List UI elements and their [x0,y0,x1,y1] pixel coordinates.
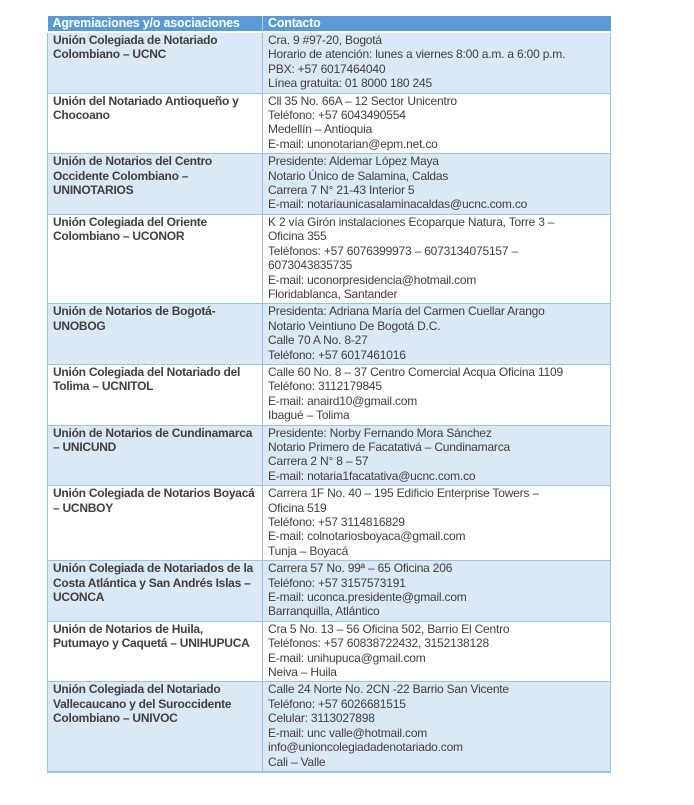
association-name: Unión Colegiada de Notarios Boyacá – UCNBOY [48,486,263,561]
contact-line: Teléfono: +57 3114816829 [268,515,405,529]
association-name: Unión de Notarios del Centro Occidente Colombiano – UNINOTARIOS [48,154,263,215]
contact-info [263,621,611,682]
header-row [48,16,611,32]
contact-line: Calle 24 Norte No. 2CN -22 Barrio San Vicente [268,682,509,697]
table-row [48,561,611,622]
contact-line: Celular: 3113027898 [268,711,375,726]
associations-table-container [47,16,611,773]
association-name: Unión de Notarios de Huila, Putumayo y Caquetá – UNIHUPUCA [48,621,263,682]
contact-line: PBX: +57 6017464040 [268,61,386,76]
contact-info [263,154,611,215]
contact-line: Carrera 57 No. 99ª – 65 Oficina 206 [268,561,453,576]
contact-info [263,32,611,93]
contact-line: Línea gratuita: 01 8000 180 245 [268,76,432,91]
contact-line: Notario Primero de Facatativá – Cundinamarca [268,439,510,454]
association-name: Unión Colegiada de Notariado Colombiano – UCNC [48,32,263,93]
contact-line: E-mail: unihupuca@gmail.com [268,650,426,665]
table-row [48,486,611,561]
table-row [48,682,611,772]
contact-info [263,486,611,561]
contact-line: Cra 5 No. 13 – 56 Oficina 502, Barrio El Centro [268,621,510,636]
table-row [48,93,611,154]
contact-line: E-mail: anaird10@gmail.com [268,393,418,408]
contact-line: Teléfono: +57 6043490554 [268,108,406,123]
contact-line: Teléfono: +57 3157573191 [268,575,406,590]
contact-line: Oficina 519 [268,500,327,515]
contact-line: Teléfonos: +57 60838722432, 3152138128 [268,636,489,651]
contact-line: Cll 35 No. 66A – 12 Sector Unicentro [268,93,457,108]
contact-line: Presidente: Aldemar López Maya [268,154,439,169]
contact-line: Medellín – Antioquia [268,122,373,137]
contact-info [263,214,611,303]
contact-line: E-mail: unonotarian@epm.net.co [268,136,438,151]
table-row [48,425,611,486]
contact-line: Carrera 1F No. 40 – 195 Edificio Enterprise Towers – [268,486,539,501]
contact-line: Cali – Valle [268,754,326,769]
table-row [48,214,611,303]
contact-line: Carrera 7 N° 21-43 Interior 5 [268,183,415,198]
contact-line: Cra. 9 #97-20, Bogotá [268,33,382,47]
association-name: Unión de Notarios de Cundinamarca – UNICUND [48,425,263,486]
table-row [48,154,611,215]
contact-line: E-mail: uconca.presidente@gmail.com [268,590,467,605]
contact-line: Teléfono: +57 6026681515 [268,696,406,711]
contact-line: info@unioncolegiadadenotariado.com [268,740,463,755]
contact-info [263,93,611,154]
contact-line: Barranquilla, Atlántico [268,604,380,619]
table-row [48,621,611,682]
contact-line: Oficina 355 [268,229,327,244]
contact-info [263,304,611,365]
contact-info [263,682,611,772]
associations-table [47,16,611,773]
contact-line: E-mail: unc valle@hotmail.com [268,725,428,740]
contact-line: Presidente: Norby Fernando Mora Sánchez [268,425,492,440]
contact-line: K 2 vía Girón instalaciones Ecoparque Natura, Torre 3 – [268,214,555,229]
contact-line: Presidenta: Adriana María del Carmen Cuellar Arango [268,304,545,319]
association-name: Unión Colegiada del Oriente Colombiano – UCONOR [48,214,263,303]
contact-info [263,561,611,622]
contact-line: Tunja – Boyacá [268,543,349,558]
contact-line: E-mail: notaria1facatativa@ucnc.com.co [268,468,476,483]
contact-line: Carrera 2 N° 8 – 57 [268,454,369,469]
association-name: Unión Colegiada del Notariado del Tolima – UCNITOL [48,364,263,425]
contact-line: Teléfonos: +57 6076399973 – 6073134075157 – [268,243,518,258]
contact-info [263,425,611,486]
contact-line: Calle 70 A No. 8-27 [268,333,368,348]
contact-line: Horario de atención: lunes a viernes 8:00 a.m. a 6:00 p.m. [268,47,566,62]
contact-line: 6073043835735 [268,258,353,273]
contact-line: Teléfono: +57 6017461016 [268,347,406,362]
column-header-contact: Contacto [263,16,611,32]
contact-info [263,364,611,425]
contact-line: E-mail: colnotariosboyaca@gmail.com [268,529,466,544]
contact-line: Notario Veintiuno De Bogotá D.C. [268,318,441,333]
column-header-associations: Agremiaciones y/o asociaciones [48,16,263,32]
association-name: Unión Colegiada del Notariado Vallecaucano y del Suroccidente Colombiano – UNIVOC [48,682,263,772]
contact-line: Notario Único de Salamina, Caldas [268,168,449,183]
contact-line: Ibagué – Tolima [268,408,350,423]
association-name: Unión de Notarios de Bogotá- UNOBOG [48,304,263,365]
contact-line: Calle 60 No. 8 – 37 Centro Comercial Acqua Oficina 1109 [268,364,563,379]
table-row [48,32,611,93]
contact-line: Neiva – Huila [268,665,337,680]
contact-line: Floridablanca, Santander [268,286,398,301]
association-name: Unión Colegiada de Notariados de la Costa Atlántica y San Andrés Islas – UCONCA [48,561,263,622]
table-row [48,364,611,425]
association-name: Unión del Notariado Antioqueño y Chocoano [48,93,263,154]
contact-line: E-mail: uconorpresidencia@hotmail.com [268,272,477,287]
contact-line: E-mail: notariaunicasalaminacaldas@ucnc.com.co [268,197,528,212]
table-row [48,304,611,365]
contact-line: Teléfono: 3112179845 [268,379,382,394]
